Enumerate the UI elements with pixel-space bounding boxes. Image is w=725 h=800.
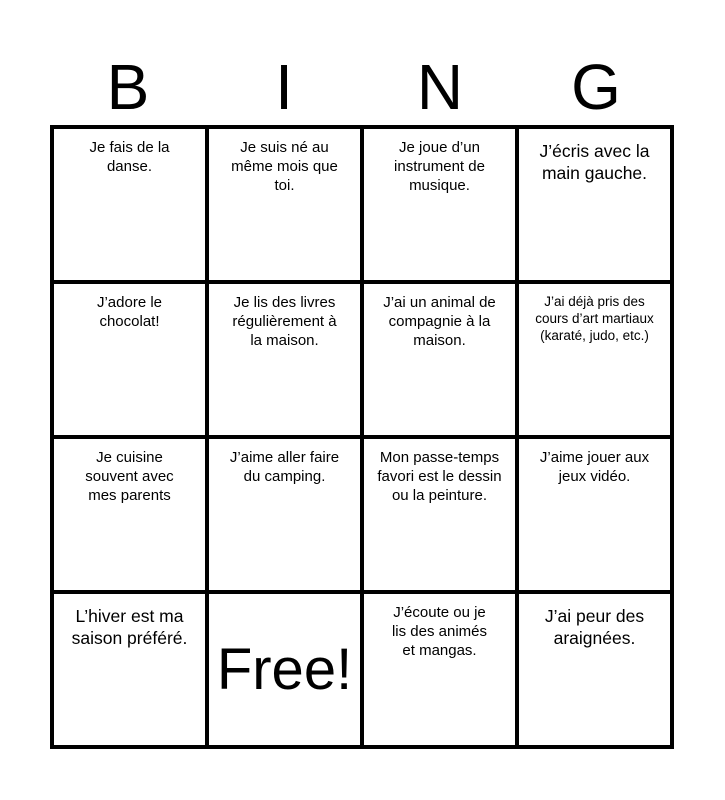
bingo-cell-text: Je joue d’un instrument de musique. — [394, 139, 485, 194]
bingo-cell-r1c1[interactable] — [54, 129, 205, 280]
bingo-cell-text: J’adore le chocolat! — [96, 294, 163, 330]
header-letter-b: B — [106, 51, 150, 123]
bingo-cell-text: Je fais de la danse. — [89, 139, 170, 175]
bingo-cell-text: Mon passe-temps favori est le dessin ou la peinture. — [377, 449, 502, 504]
header-letter-n: N — [416, 51, 464, 123]
free-space-label: Free! — [216, 636, 353, 702]
bingo-cell-r4c4[interactable] — [519, 594, 670, 745]
bingo-cell-r2c3[interactable] — [364, 284, 515, 435]
bingo-cell-text: Je lis des livres régulièrement à la maison. — [232, 294, 337, 349]
bingo-cell-text: J’ai déjà pris des cours d’art martiaux (karaté, judo, etc.) — [535, 294, 654, 343]
bingo-cell-text: J’aime jouer aux jeux vidéo. — [539, 449, 650, 485]
bingo-cell-text: Je suis né au même mois que toi. — [231, 139, 338, 194]
bingo-cell-text: J’écris avec la main gauche. — [539, 141, 650, 183]
bingo-cell-text: J’ai un animal de compagnie à la maison. — [383, 294, 496, 349]
bingo-cell-r1c2[interactable] — [209, 129, 360, 280]
bingo-cell-text: Je cuisine souvent avec mes parents — [85, 449, 174, 504]
bingo-cell-r4c1[interactable] — [54, 594, 205, 745]
bingo-cell-text: J’aime aller faire du camping. — [229, 449, 340, 485]
bingo-cell-r4c3[interactable] — [364, 594, 515, 745]
bingo-cell-r3c3[interactable] — [364, 439, 515, 590]
bingo-cell-text: L’hiver est ma saison préféré. — [71, 606, 188, 648]
bingo-cell-r2c4[interactable] — [519, 284, 670, 435]
bingo-cell-text: J’ai peur des araignées. — [544, 606, 645, 648]
header-letter-i: I — [275, 51, 293, 123]
bingo-cell-r2c2[interactable] — [209, 284, 360, 435]
bingo-header — [50, 52, 674, 122]
bingo-cell-r2c1[interactable] — [54, 284, 205, 435]
bingo-board — [50, 125, 674, 749]
bingo-cell-text: J’écoute ou je lis des animés et mangas. — [391, 604, 488, 659]
header-letter-g: G — [571, 51, 621, 123]
bingo-cell-r3c4[interactable] — [519, 439, 670, 590]
bingo-cell-r3c1[interactable] — [54, 439, 205, 590]
bingo-cell-r3c2[interactable] — [209, 439, 360, 590]
bingo-cell-r1c4[interactable] — [519, 129, 670, 280]
bingo-cell-r1c3[interactable] — [364, 129, 515, 280]
bingo-free-space[interactable] — [209, 594, 360, 745]
